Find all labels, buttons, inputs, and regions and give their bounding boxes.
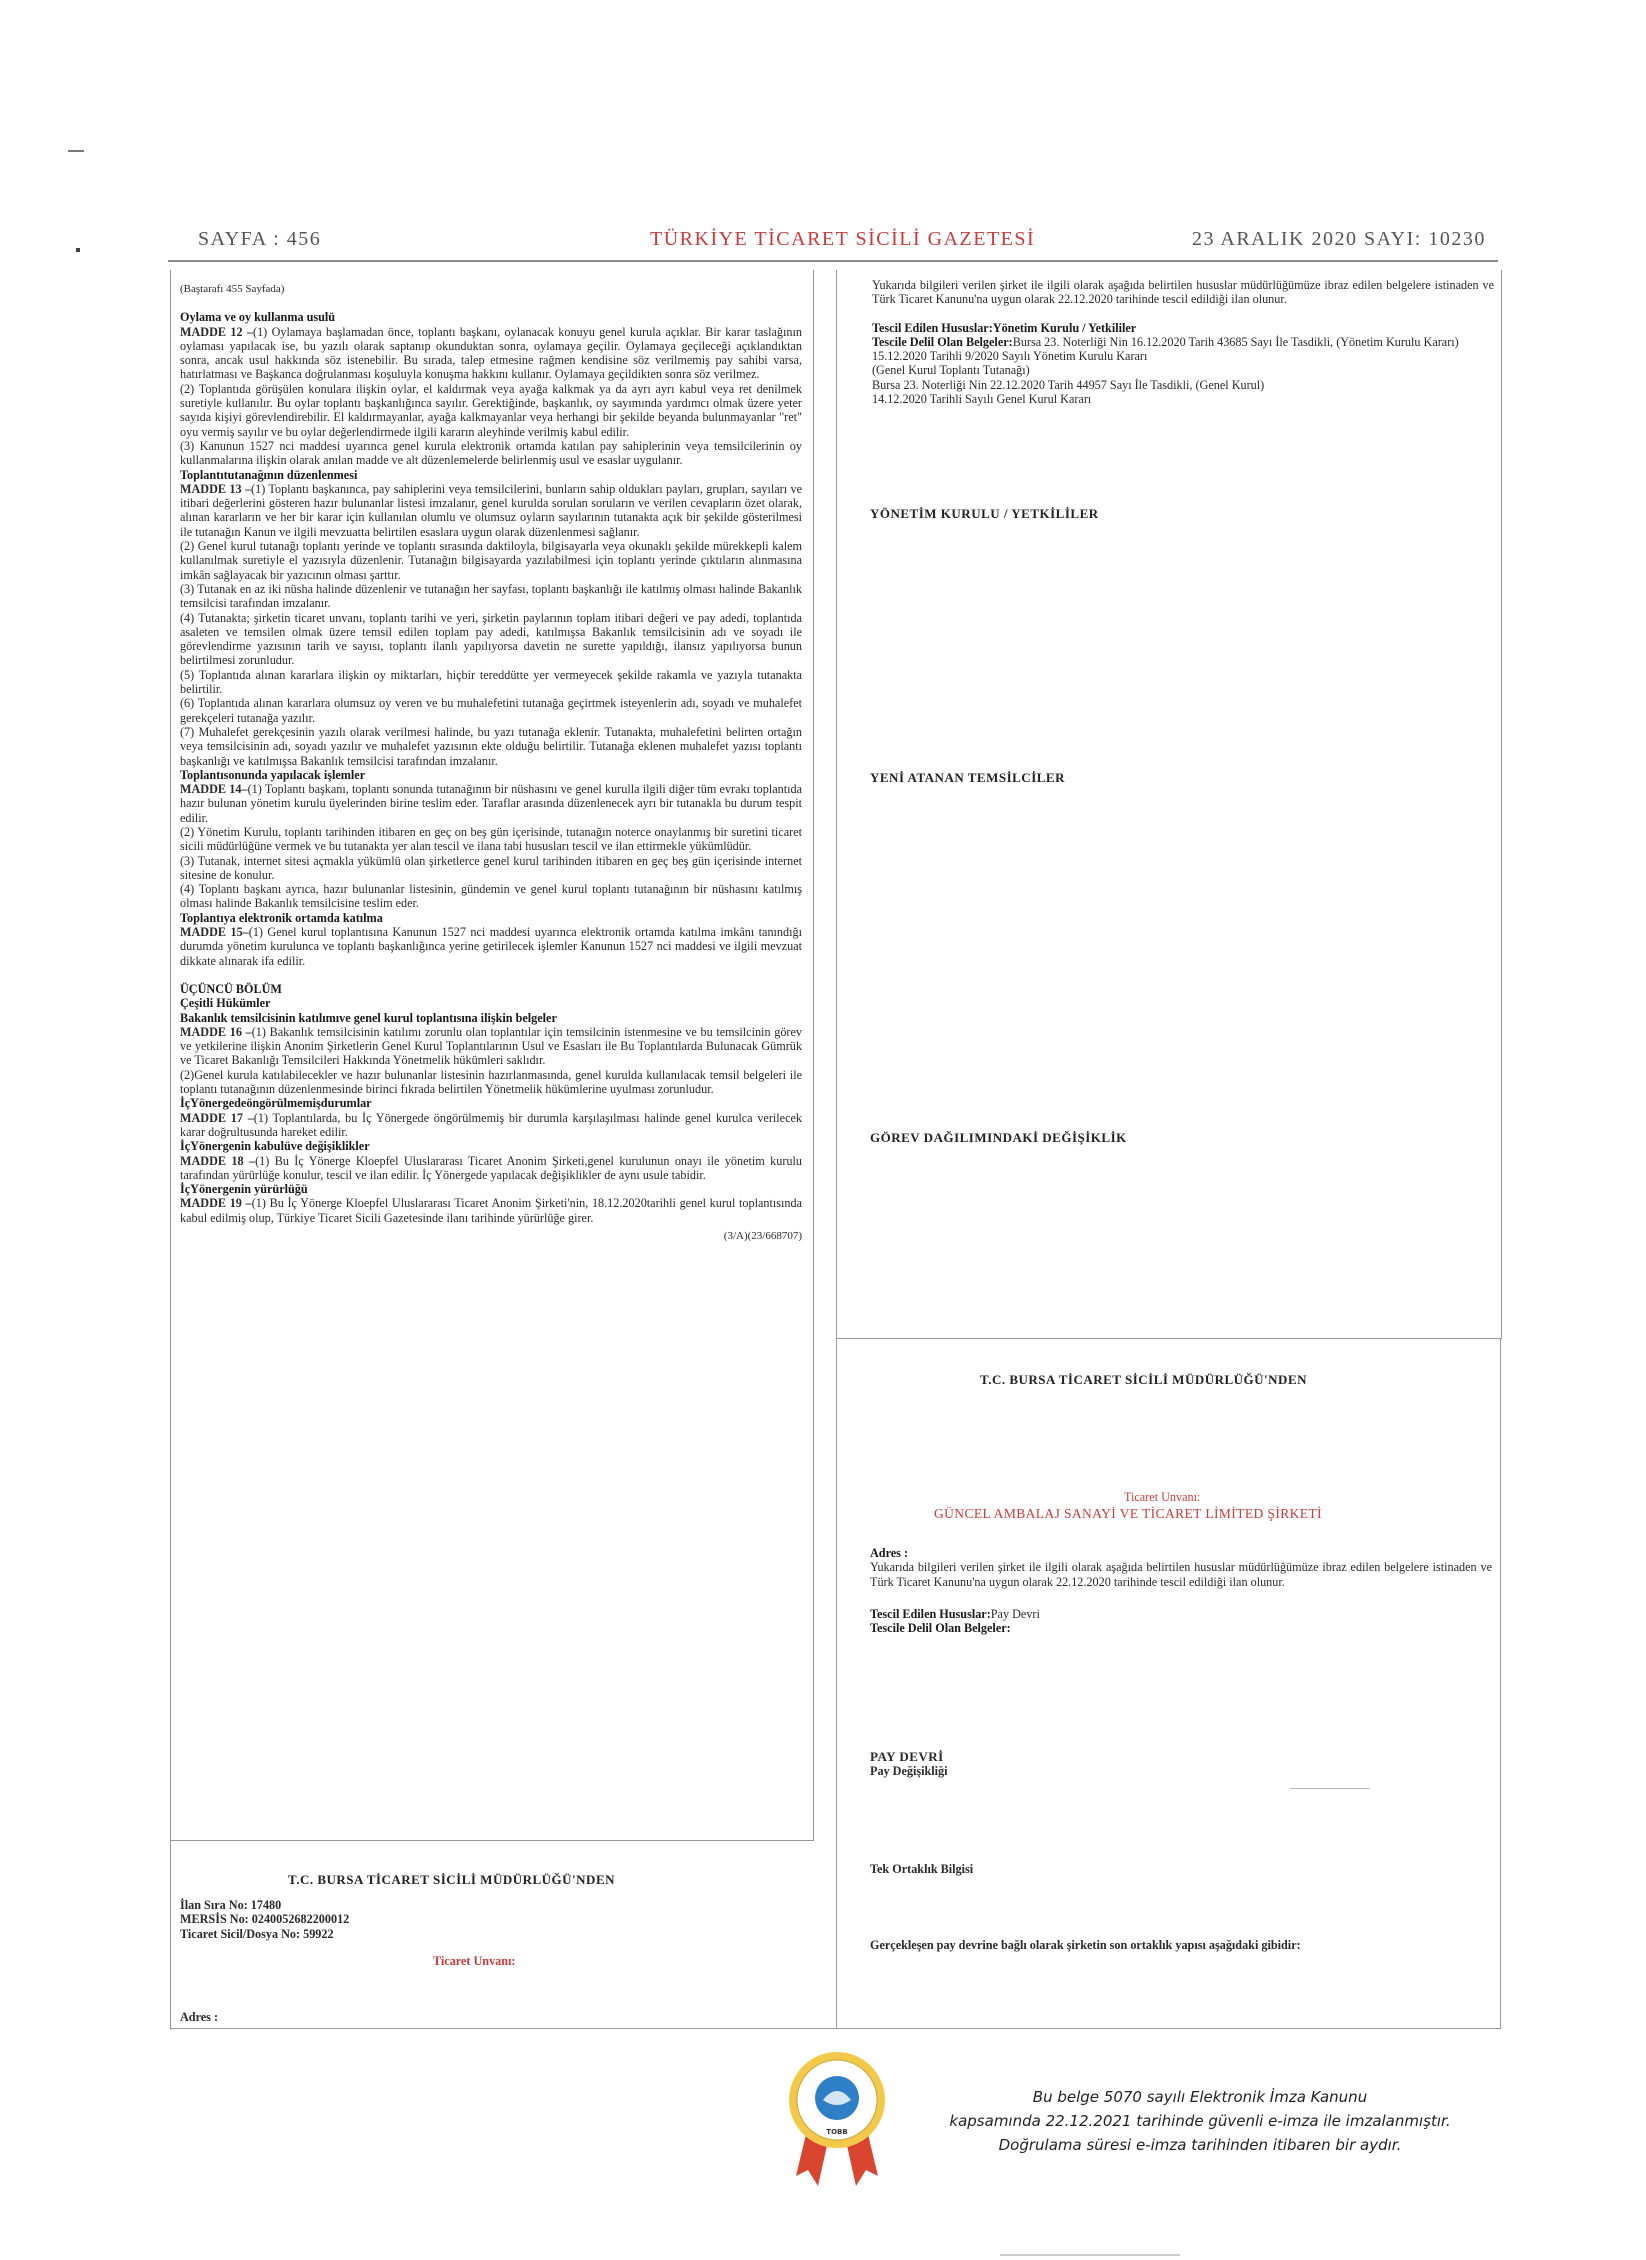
- issue-date: 23 ARALIK 2020 SAYI: 10230: [1192, 228, 1486, 250]
- tobb-seal-icon: [778, 2048, 896, 2188]
- reference-code: (3/A)(23/668707): [723, 1230, 802, 1242]
- right-unvan-label: Ticaret Unvanı:: [1124, 1490, 1201, 1504]
- article-paragraph: (2)Genel kurula katılabilecekler ve hazır bulunanlar listesinin hazırlanmasında, genel kurulda kullanılacak temsil belgeleri ile toplantı tutanağının düzenlenmesinde birinci fıkrada belirtilen Yönetmelik hükümlerine uyulması zorunludur.: [180, 1067, 802, 1097]
- yonetim-kurulu-heading: YÖNETİM KURULU / YETKİLİLER: [870, 506, 1099, 521]
- right-top-delil-1: Bursa 23. Noterliği Nin 16.12.2020 Tarih 43685 Sayı İle Tasdikli, (Yönetim Kurulu Kararı): [1012, 334, 1459, 349]
- right-top-delil-2: 15.12.2020 Tarihli 9/2020 Sayılı Yönetim Kurulu Kararı: [872, 349, 1148, 364]
- right-bottom-notice: [870, 1546, 1492, 1635]
- article-paragraph: MADDE 14–(1) Toplantı başkanı, toplantı sonunda tutanağının bir nüshasını ve genel kurulla ilgili diğer tüm evrakı toplantıda hazır bulunan yönetim kurulu üyelerinden birine teslim eder. Taraflar arasında düzenlenecek ayrı bir tutanakla bu durum tespit edilir.: [180, 782, 802, 825]
- signature-line-1: Bu belge 5070 sayılı Elektronik İmza Kanunu: [1032, 2088, 1368, 2106]
- pay-devri: PAY DEVRİ: [870, 1749, 944, 1764]
- right-frame-bottom-right: [1500, 1338, 1501, 2028]
- article-heading: Toplantıtutanağının düzenlenmesi: [180, 467, 358, 482]
- seal-text: TOBB: [826, 2128, 848, 2136]
- article-heading: İçYönergenin kabulüve değişiklikler: [180, 1139, 370, 1154]
- article-number: MADDE 19 –: [180, 1196, 252, 1211]
- continued-note: (Baştarafı 455 Sayfada): [180, 283, 285, 295]
- right-bottom-tescil: [870, 1607, 1492, 1621]
- article-number: MADDE 18 –: [180, 1153, 256, 1168]
- right-top-delil-3: (Genel Kurul Toplantı Tutanağı): [872, 363, 1030, 378]
- article-heading: İçYönergedeöngörülmemişdurumlar: [180, 1096, 372, 1111]
- right-top-tescil: Tescil Edilen Hususlar:Yönetim Kurulu / Yetkililer: [872, 320, 1137, 335]
- section-gap: [180, 968, 802, 982]
- article-paragraph: (3) Kanunun 1527 nci maddesi uyarınca genel kurula elektronik ortamda katılan pay sahiplerinin veya temsilcilerinin oy kullanmalarına ilişkin olarak anılan madde ve alt düzenlemelerde belirlenmiş usul ve esaslar uygulanır.: [180, 438, 802, 468]
- right-top-delil-4: Bursa 23. Noterliği Nin 22.12.2020 Tarih 44957 Sayı İle Tasdikli, (Genel Kurul): [872, 377, 1265, 392]
- article-heading: İçYönergenin yürürlüğü: [180, 1182, 308, 1197]
- ortaklik-yapisi: Gerçekleşen pay devrine bağlı olarak şirketin son ortaklık yapısı aşağıdaki gibidir:: [870, 1938, 1301, 1952]
- pay-degisikligi: Pay Değişikliği: [870, 1764, 948, 1779]
- article-paragraph: (4) Toplantı başkanı ayrıca, hazır bulunanlar listesinin, gündemin ve genel kurul toplantı tutanağının bir nüshasını katılmış olması halinde Bakanlık temsilcisine teslim eder.: [180, 882, 802, 911]
- article-paragraph: MADDE 13 –(1) Toplantı başkanınca, pay sahiplerini veya temsilcilerini, bunların sahip oldukları payları, grupları, sayıları ve itibari değerlerini gösteren hazır bulunanlar listesi imzalanır, genel kurulda sorulan soruların ve verilen cevapların özet olarak, alınan kararların ve her bir karar için kullanılan olumlu ve olumsuz oyların sayılarının tutanakta açık bir şekilde gösterilmesi ile tutanağın Kanun ve ilgili mevzuatta belirtilen esaslara uygun olarak düzenlenmesi sağlanır.: [180, 481, 802, 539]
- right-top-delil-5: 14.12.2020 Tarihli Sayılı Genel Kurul Kararı: [872, 392, 1092, 407]
- regulation-articles: [180, 310, 802, 1225]
- right-top-frame: [836, 270, 1502, 1339]
- page-number: SAYFA : 456: [198, 228, 322, 250]
- article-paragraph: (2) Toplantıda görüşülen konulara ilişkin oylar, el kaldırmak veya ayağa kalkmak ya da ayrı ayrı kabul veya ret denilmek suretiyle kullanılır. Bu oylar toplantı başkanlığınca sayılır. Gerektiğinde, başkanlık, oy sayımında yardımcı olmak üzere yeter sayıda kişiyi görevlendirebilir. El kaldırmayanlar, ayağa kalkmayanlar veya herhangi bir şekilde beyanda bulunmayanlar "ret" oyu vermiş sayılır ve bu oylar değerlendirmede ilgili kararın aleyhinde verilmiş kabul edilir.: [180, 381, 802, 439]
- left-frame-bottom-left: [170, 1840, 171, 2030]
- right-notice-heading: T.C. BURSA TİCARET SİCİLİ MÜDÜRLÜĞÜ'NDEN: [980, 1372, 1308, 1387]
- right-top-notice: [872, 278, 1494, 406]
- left-notice-heading: T.C. BURSA TİCARET SİCİLİ MÜDÜRLÜĞÜ'NDEN: [288, 1872, 616, 1887]
- gazette-title: TÜRKİYE TİCARET SİCİLİ GAZETESİ: [650, 228, 1036, 250]
- article-paragraph: (4) Tutanakta; şirketin ticaret unvanı, toplantı tarihi ve yeri, şirketin paylarının toplam itibari değeri ve pay adedi, toplantıda asaleten ve temsilen olmak üzere temsil edilen toplam pay adedi, katılmışsa Bakanlık temsilcisinin adı ve soyadı ile görevlendirme yazısının tarih ve sayısı, toplantı ilanlı yapılıyorsa davetin ne surette yapıldığı, ilansız yapılıyorsa bunun belirtilmesi zorunludur.: [180, 610, 802, 668]
- right-notice-divider: [836, 1338, 1502, 1339]
- article-paragraph: MADDE 19 –(1) Bu İç Yönerge Kloepfel Uluslararası Ticaret Anonim Şirketi'nin, 18.12.2020tarihli genel kurul toplantısında kabul edilmiş olup, Türkiye Ticaret Sicili Gazetesinde ilanı tarihinde yürürlüğe girer.: [180, 1196, 803, 1225]
- article-paragraph: (3) Tutanak, internet sitesi açmakla yükümlü olan şirketlerce genel kurul tarihinden itibaren en geç beş gün içerisinde internet sitesine de konulur.: [180, 853, 802, 882]
- article-heading: Çeşitli Hükümler: [180, 996, 271, 1011]
- scan-mark: [76, 248, 80, 252]
- sicil-no: Ticaret Sicil/Dosya No: 59922: [180, 1926, 334, 1941]
- article-paragraph: MADDE 16 –(1) Bakanlık temsilcisinin katılımı zorunlu olan toplantılar için temsilcinin istenmesine ve bu temsilcinin görev ve yetkilerine ilişkin Anonim Şirketlerin Genel Kurul Toplantılarının Usul ve Esasları ile Bu Toplantılarda Bulunacak Gümrük ve Ticaret Bakanlığı Temsilcileri Hakkında Yönetmelik hükümleri saklıdır.: [180, 1024, 802, 1068]
- article-paragraph: MADDE 15–(1) Genel kurul toplantısına Kanunun 1527 nci maddesi uyarınca elektronik ortamda katılma imkânı tanındığı durumda yönetim kurulunca ve toplantı başkanlığınca yerine getirilecek işlemler Kanunun 1527 nci maddesi ve ilgili mevzuat dikkate alınarak ifa edilir.: [180, 925, 802, 968]
- right-top-intro: Yukarıda bilgileri verilen şirket ile ilgili olarak aşağıda belirtilen hususlar müdürlüğümüze ibraz edilen belgelere istinaden ve Türk Ticaret Kanunu'na uygun olarak 22.12.2020 tarihinde tescil edildiği ilan olunur.: [872, 278, 1494, 307]
- article-number: MADDE 16 –: [180, 1024, 252, 1039]
- signature-line-3: Doğrulama süresi e-imza tarihinden itibaren bir aydır.: [998, 2136, 1402, 2154]
- right-top-delil-label: Tescile Delil Olan Belgeler:: [872, 334, 1013, 349]
- right-bottom-tescil-value: Pay Devri: [990, 1606, 1040, 1621]
- article-paragraph: (3) Tutanak en az iki nüsha halinde düzenlenir ve tutanağın her sayfası, toplantı başkanlığı ile katılmış olması halinde Bakanlık temsilcisi tarafından imzalanır.: [180, 581, 802, 611]
- ilan-no: İlan Sıra No: 17480: [180, 1898, 282, 1912]
- article-number: MADDE 14–: [180, 782, 248, 797]
- right-top-delil: [872, 335, 1494, 349]
- mersis-no: MERSİS No: 0240052682200012: [180, 1912, 350, 1927]
- pay-devri-block: [870, 1750, 948, 1779]
- right-bottom-delil: Tescile Delil Olan Belgeler:: [870, 1621, 1011, 1636]
- regulation-text-column: [180, 282, 802, 1243]
- article-heading: Oylama ve oy kullanma usulü: [180, 310, 336, 325]
- article-paragraph: MADDE 17 –(1) Toplantılarda, bu İç Yönergede öngörülmemiş bir durumla karşılaşılması halinde genel kurulca verilecek karar doğrultusunda hareket edilir.: [180, 1110, 802, 1139]
- article-heading: Toplantısonunda yapılacak işlemler: [180, 767, 366, 782]
- article-number: MADDE 17 –: [180, 1110, 254, 1125]
- gorev-dagilimi-heading: GÖREV DAĞILIMINDAKİ DEĞİŞİKLİK: [870, 1130, 1127, 1145]
- article-heading: Toplantıya elektronik ortamda katılma: [180, 910, 383, 925]
- right-bottom-tescil-label: Tescil Edilen Hususlar:: [870, 1606, 991, 1621]
- company-name: GÜNCEL AMBALAJ SANAYİ VE TİCARET LİMİTED ŞİRKETİ: [934, 1506, 1322, 1521]
- article-heading: Bakanlık temsilcisinin katılımıve genel kurul toplantısına ilişkin belgeler: [180, 1010, 557, 1025]
- left-ticaret-unvani: Ticaret Unvanı:: [433, 1954, 516, 1968]
- article-number: MADDE 12 –: [180, 324, 254, 339]
- article-paragraph: (2) Genel kurul tutanağı toplantı yerinde ve toplantı sırasında daktiloyla, bilgisayarla veya okunaklı şekilde mürekkepli kalem kullanılmak suretiyle el yazısıyla düzenlenir. Tutanağın bilgisayarda yazılabilmesi için toplantı yerinde çıktıların alınmasına imkân sağlayacak bir yazıcının olması şarttır.: [180, 539, 802, 582]
- scan-mark: [68, 150, 84, 152]
- pay-devri-underline: [1290, 1788, 1370, 1789]
- article-paragraph: MADDE 12 –(1) Oylamaya başlamadan önce, toplantı başkanı, oylanacak konuyu genel kurula açıklar. Bir karar taslağının oylaması yapılacak ise, bu yazılı olarak saptanıp okunduktan sonra, oylamaya geçilir. Oylamaya geçileceği açıklandıktan sonra, ancak usul hakkında söz istenebilir. Bu sırada, talep etmesine rağmen kendisine söz verilmemiş pay sahibi varsa, hatırlatması ve Başkanca doğrulanması koşuluyla konuşma hakkını kullanır. Oylamaya geçildikten sonra söz verilmez.: [180, 324, 802, 382]
- e-signature-notice: [900, 2085, 1500, 2157]
- header-rule: [168, 260, 1498, 262]
- page-bottom-mark: [1000, 2254, 1180, 2256]
- left-notice-details: [180, 1898, 349, 1941]
- article-number: MADDE 13 –: [180, 481, 252, 496]
- article-number: MADDE 15–: [180, 925, 249, 940]
- right-adres: Adres :: [870, 1546, 909, 1560]
- left-adres: Adres :: [180, 2010, 219, 2024]
- signature-line-2: kapsamında 22.12.2021 tarihinde güvenli e-imza ile imzalanmıştır.: [949, 2112, 1451, 2130]
- right-frame-bottom-left: [836, 1338, 837, 2028]
- left-notice-divider: [170, 1840, 814, 1841]
- tek-ortaklik: Tek Ortaklık Bilgisi: [870, 1862, 974, 1876]
- article-paragraph: (5) Toplantıda alınan kararlara ilişkin oy miktarları, hiçbir tereddütte yer vermeyecek şekilde rakamla ve yazıyla tutanakta belirtilir.: [180, 667, 802, 697]
- article-paragraph: (2) Yönetim Kurulu, toplantı tarihinden itibaren en geç on beş gün içerisinde, tutanağın noterce onaylanmış bir suretini ticaret sicili müdürlüğüne vermek ve bu tutanakta yer alan tescil ve ilana tabi hususları tescil ve ilan ettirmekle yükümlüdür.: [180, 824, 802, 854]
- right-bottom-intro: Yukarıda bilgileri verilen şirket ile ilgili olarak aşağıda belirtilen hususlar müdürlüğümüze ibraz edilen belgelere istinaden ve Türk Ticaret Kanunu'na uygun olarak 22.12.2020 tarihinde tescil edildiği ilan olunur.: [870, 1560, 1492, 1589]
- page-bottom-rule: [170, 2028, 1501, 2029]
- article-paragraph: (6) Toplantıda alınan kararlara olumsuz oy veren ve bu muhalefetini tutanağa geçirtmek isteyenlerin adı, soyadı ve muhalefet gerekçeleri tutanağa yazılır.: [180, 696, 802, 725]
- article-paragraph: (7) Muhalefet gerekçesinin yazılı olarak verilmesi halinde, bu yazı tutanağa eklenir. Tutanakta, muhalefetini belirten ortağın veya temsilcisinin adı, soyadı yazılır ve muhalefet yazısının ekte olduğu belirtilir. Tutanağa eklenen muhalefet yazısı toplantı başkanlığı ve katılmışsa Bakanlık temsilcisi tarafından imzalanır.: [180, 724, 802, 768]
- yeni-temsilciler-heading: YENİ ATANAN TEMSİLCİLER: [870, 770, 1065, 785]
- article-heading: ÜÇÜNCÜ BÖLÜM: [180, 981, 282, 996]
- article-paragraph: MADDE 18 –(1) Bu İç Yönerge Kloepfel Uluslararası Ticaret Anonim Şirketi,genel kurulunun onayı ile yönetim kurulu tarafından yürürlüğe konulur, tescil ve ilan edilir. İç Yönergede yapılacak değişiklikler de aynı usule tabidir.: [180, 1153, 802, 1182]
